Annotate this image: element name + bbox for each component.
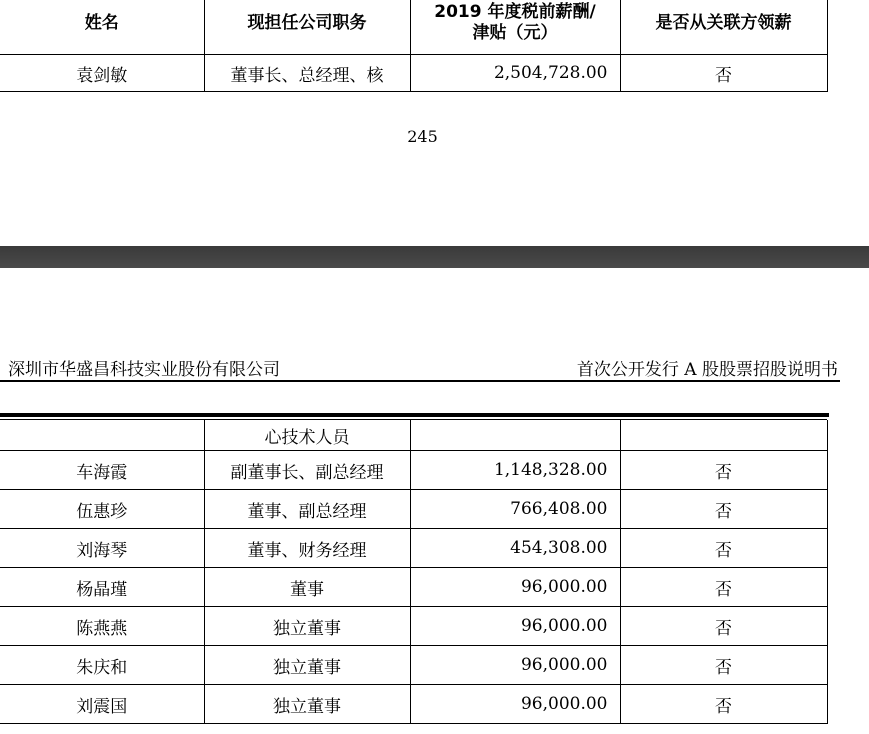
- cell-related-party: [620, 420, 827, 451]
- cell-name: 刘海琴: [0, 529, 204, 568]
- header-name: 姓名: [0, 0, 204, 55]
- cell-related-party: 否: [620, 568, 827, 607]
- cell-related-party: 否: [620, 451, 827, 490]
- cell-position: 董事、财务经理: [204, 529, 410, 568]
- table-row: [0, 529, 827, 568]
- table-row: [0, 490, 827, 529]
- cell-name: 伍惠珍: [0, 490, 204, 529]
- page-header-company: 深圳市华盛昌科技实业股份有限公司: [8, 360, 280, 380]
- header-position: 现担任公司职务: [204, 0, 410, 55]
- cell-name: 车海霞: [0, 451, 204, 490]
- cell-salary: 2,504,728.00: [410, 55, 620, 92]
- table-row: [0, 55, 827, 92]
- cell-salary: 96,000.00: [410, 685, 620, 724]
- cell-related-party: 否: [620, 529, 827, 568]
- header-rule: [0, 380, 840, 382]
- cell-position: 独立董事: [204, 646, 410, 685]
- cell-salary: 1,148,328.00: [410, 451, 620, 490]
- table-row: [0, 451, 827, 490]
- cell-related-party: 否: [620, 607, 827, 646]
- table-header-row: [0, 0, 827, 55]
- page-divider: [0, 246, 869, 268]
- header-related-party: 是否从关联方领薪: [620, 0, 827, 55]
- page-number: 245: [407, 127, 438, 146]
- cell-salary: 96,000.00: [410, 607, 620, 646]
- header-salary-line1: 2019 年度税前薪酬/: [434, 2, 596, 22]
- cell-salary: [410, 420, 620, 451]
- cell-salary: 766,408.00: [410, 490, 620, 529]
- table-row: [0, 685, 827, 724]
- cell-salary: 96,000.00: [410, 646, 620, 685]
- cell-related-party: 否: [620, 55, 827, 92]
- cell-salary: 96,000.00: [410, 568, 620, 607]
- cell-position: 独立董事: [204, 607, 410, 646]
- cell-position: 董事长、总经理、核: [204, 55, 410, 92]
- table-row: [0, 568, 827, 607]
- header-salary-line2: 津贴（元）: [472, 23, 558, 43]
- cell-position: 心技术人员: [204, 420, 410, 451]
- header-salary: [410, 0, 620, 55]
- table-row: [0, 607, 827, 646]
- cell-name: [0, 420, 204, 451]
- cell-name: 刘震国: [0, 685, 204, 724]
- cell-related-party: 否: [620, 685, 827, 724]
- cell-name: 陈燕燕: [0, 607, 204, 646]
- table-row: [0, 420, 827, 451]
- cell-name: 杨晶瑾: [0, 568, 204, 607]
- cell-salary: 454,308.00: [410, 529, 620, 568]
- salary-table-top: [0, 0, 828, 92]
- cell-related-party: 否: [620, 490, 827, 529]
- table-row: [0, 646, 827, 685]
- cell-position: 独立董事: [204, 685, 410, 724]
- cell-name: 袁剑敏: [0, 55, 204, 92]
- cell-name: 朱庆和: [0, 646, 204, 685]
- cell-related-party: 否: [620, 646, 827, 685]
- cell-position: 副董事长、副总经理: [204, 451, 410, 490]
- cell-position: 董事、副总经理: [204, 490, 410, 529]
- page-header-document-title: 首次公开发行 A 股股票招股说明书: [576, 360, 838, 380]
- salary-table-continued: [0, 420, 828, 724]
- cell-position: 董事: [204, 568, 410, 607]
- table-top-rule: [0, 413, 829, 417]
